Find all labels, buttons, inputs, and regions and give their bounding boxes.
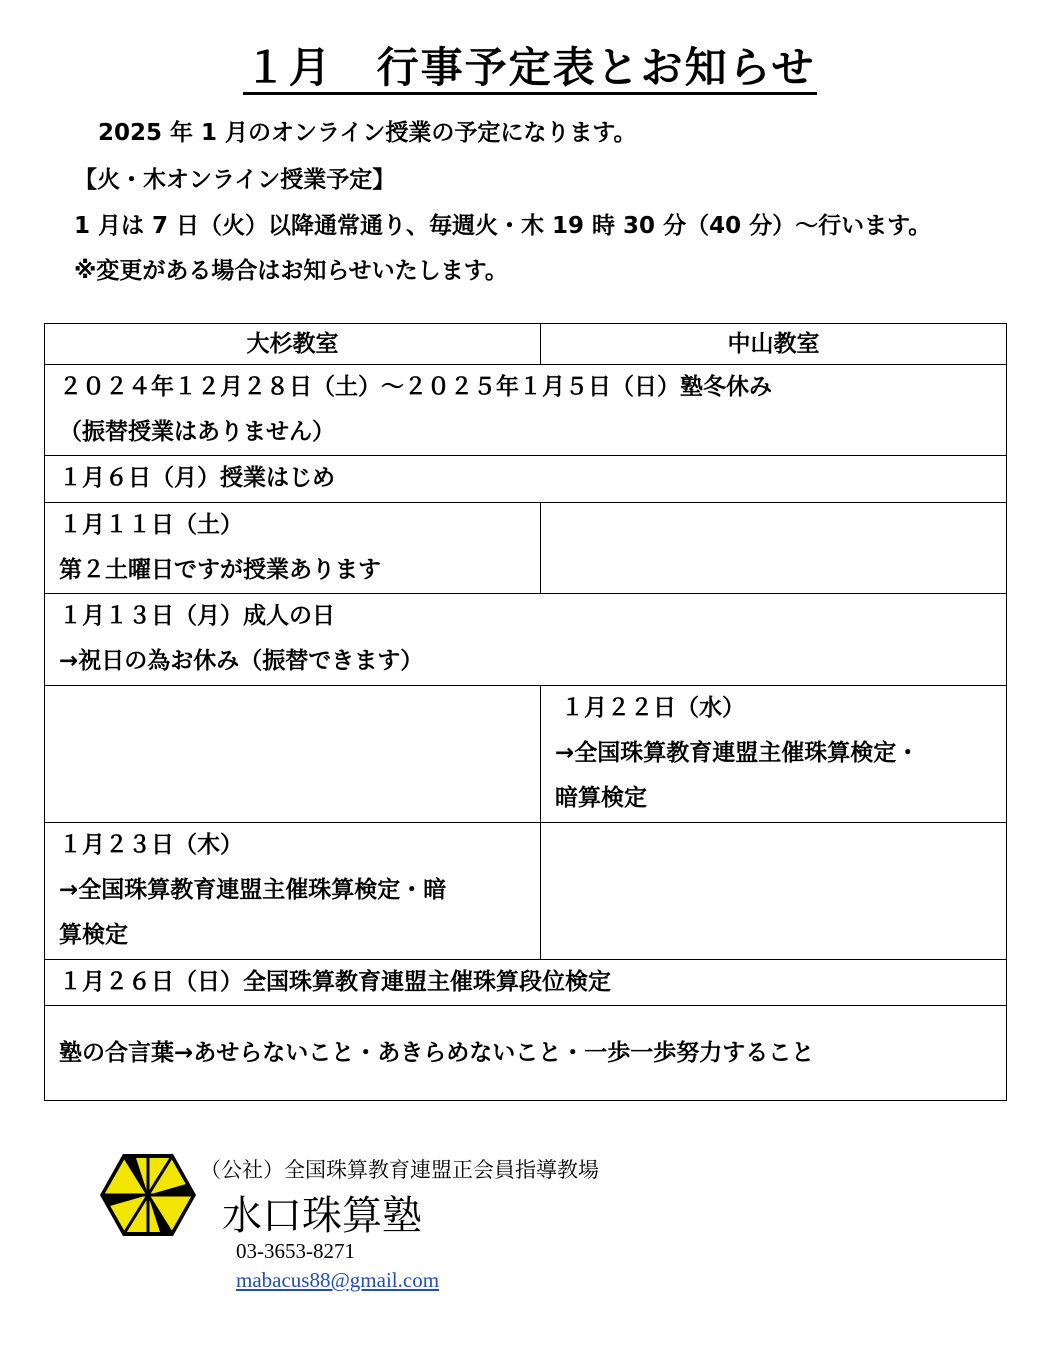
jan13-note: →祝日の為お休み（振替できます） [59, 648, 424, 674]
class-start-cell [45, 456, 1007, 503]
email-link[interactable]: mabacus88@gmail.com [236, 1268, 440, 1292]
table-row [45, 503, 1007, 594]
motto-text: 塾の合言葉→あせらないこと・あきらめないこと・一歩一歩努力すること [59, 1039, 815, 1066]
jan22-date: １月２２日（水） [561, 695, 745, 721]
winter-break-cell [45, 365, 1007, 456]
motto-cell [45, 1006, 1007, 1101]
jan23-note-1: →全国珠算教育連盟主催珠算検定・暗 [59, 877, 447, 903]
jan26-text: １月２６日（日）全国珠算教育連盟主催珠算段位検定 [59, 969, 611, 995]
intro-line-3: 1 月は 7 日（火）以降通常通り、毎週火・木 19 時 30 分（40 分）～行います。 [74, 213, 932, 239]
table-row [45, 1006, 1007, 1101]
jan22-note-2: 暗算検定 [555, 785, 647, 811]
jan26-cell [45, 960, 1007, 1006]
table-header-row [45, 324, 1007, 365]
jan23-cell [45, 823, 541, 960]
header-nakayama: 中山教室 [541, 324, 1007, 365]
page-title: １月 行事予定表とお知らせ [0, 40, 1060, 96]
intro-line-4: ※変更がある場合はお知らせいたします。 [74, 258, 508, 284]
intro-line-1: 2025 年 1 月のオンライン授業の予定になります。 [98, 120, 637, 146]
jan13-cell [45, 594, 1007, 686]
jan22-note-1: →全国珠算教育連盟主催珠算検定・ [555, 740, 920, 766]
table-row [45, 686, 1007, 823]
table-row [45, 823, 1007, 960]
jan13-date: １月１３日（月）成人の日 [59, 603, 335, 629]
table-row [45, 456, 1007, 503]
schedule-table [44, 323, 1007, 1101]
org-affiliation: （公社）全国珠算教育連盟正会員指導教場 [200, 1158, 599, 1182]
jan22-osugi-empty [45, 686, 541, 823]
header-osugi: 大杉教室 [45, 324, 541, 365]
jan23-note-2: 算検定 [59, 922, 128, 948]
intro-line-2: 【火・木オンライン授業予定】 [74, 167, 396, 193]
jan11-nakayama-empty [541, 503, 1007, 594]
jan23-date: １月２３日（木） [59, 832, 243, 858]
abacus-hexagon-logo-icon [98, 1152, 198, 1238]
school-name: 水口珠算塾 [222, 1193, 422, 1239]
class-start-text: １月６日（月）授業はじめ [59, 465, 335, 491]
winter-break-note: （振替授業はありません） [59, 419, 335, 445]
jan11-date: １月１１日（土） [59, 512, 243, 538]
jan22-cell [541, 686, 1007, 823]
jan11-note: 第２土曜日ですが授業あります [59, 557, 381, 583]
jan23-nakayama-empty [541, 823, 1007, 960]
table-row [45, 365, 1007, 456]
table-row [45, 960, 1007, 1006]
table-row [45, 594, 1007, 686]
phone-number: 03-3653-8271 [236, 1239, 355, 1263]
jan11-cell [45, 503, 541, 594]
winter-break-dates: ２０２４年１２月２８日（土）～２０２５年１月５日（日）塾冬休み [59, 374, 772, 400]
